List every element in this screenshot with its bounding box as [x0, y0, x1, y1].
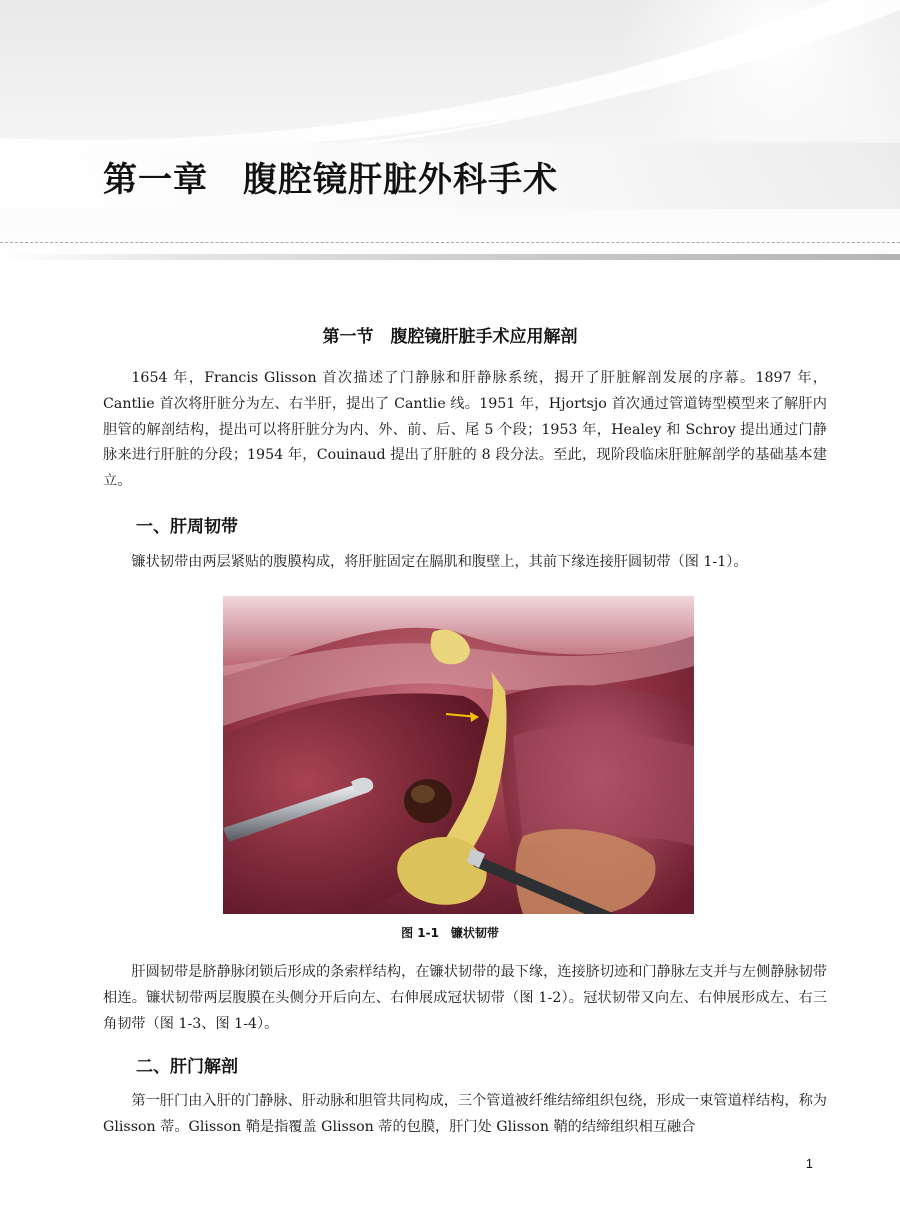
header-dashed-divider: [0, 242, 900, 243]
figure-caption: 图 1-1 镰状韧带: [401, 926, 499, 940]
falciform-paragraph: 镰状韧带由两层紧贴的腹膜构成，将肝脏固定在膈肌和腹壁上，其前下缘连接肝圆韧带（图 1-1）。: [131, 554, 748, 570]
round-ligament-paragraph: 肝圆韧带是脐静脉闭锁后形成的条索样结构，在镰状韧带的最下缘，连接脐切迹和门静脉左支并与左侧静脉韧带相连。镰状韧带两层腹膜在头侧分开后向左、右伸展成冠状韧带（图 1-2）。冠状韧带又向左、右伸展形成左、右三角韧带（图 1-3、图 1-4）。: [103, 964, 827, 1032]
heading-perihepatic-ligaments: 一、肝周韧带: [136, 517, 238, 537]
heading-hepatic-hilum: 二、肝门解剖: [136, 1057, 238, 1077]
laparoscopic-image: [223, 596, 694, 914]
section-title: 第一节 腹腔镜肝脏手术应用解剖: [322, 327, 578, 347]
intro-paragraph: 1654 年，Francis Glisson 首次描述了门静脉和肝静脉系统，揭开了肝脏解剖发展的序幕。1897 年，Cantlie 首次将肝脏分为左、右半肝，提出了 Cantlie 线。1951 年，Hjortsjo 首次通过管道铸型模型来了解肝内胆管的解剖结构，提出可以将肝脏分为内、外、前、后、尾 5 个段；1953 年，Healey 和 Schroy 提出通过门静脉来进行肝脏的分段；1954 年，Couinaud 提出了肝脏的 8 段分法。至此，现阶段临床肝脏解剖学的基础基本建立。: [103, 370, 827, 490]
header-swoosh-decoration: [0, 0, 900, 262]
header-gray-bar: [0, 254, 900, 260]
page-number: 1: [805, 1156, 813, 1171]
chapter-title: 第一章 腹腔镜肝脏外科手术: [103, 160, 558, 200]
chapter-header-band: [0, 0, 900, 262]
figure-1-1-laparoscopic-photo: [223, 596, 694, 914]
hilum-paragraph: 第一肝门由入肝的门静脉、肝动脉和胆管共同构成，三个管道被纤维结缔组织包绕，形成一束管道样结构，称为 Glisson 蒂。Glisson 鞘是指覆盖 Glisson 蒂的包膜，肝门处 Glisson 鞘的结缔组织相互融合: [103, 1093, 827, 1135]
